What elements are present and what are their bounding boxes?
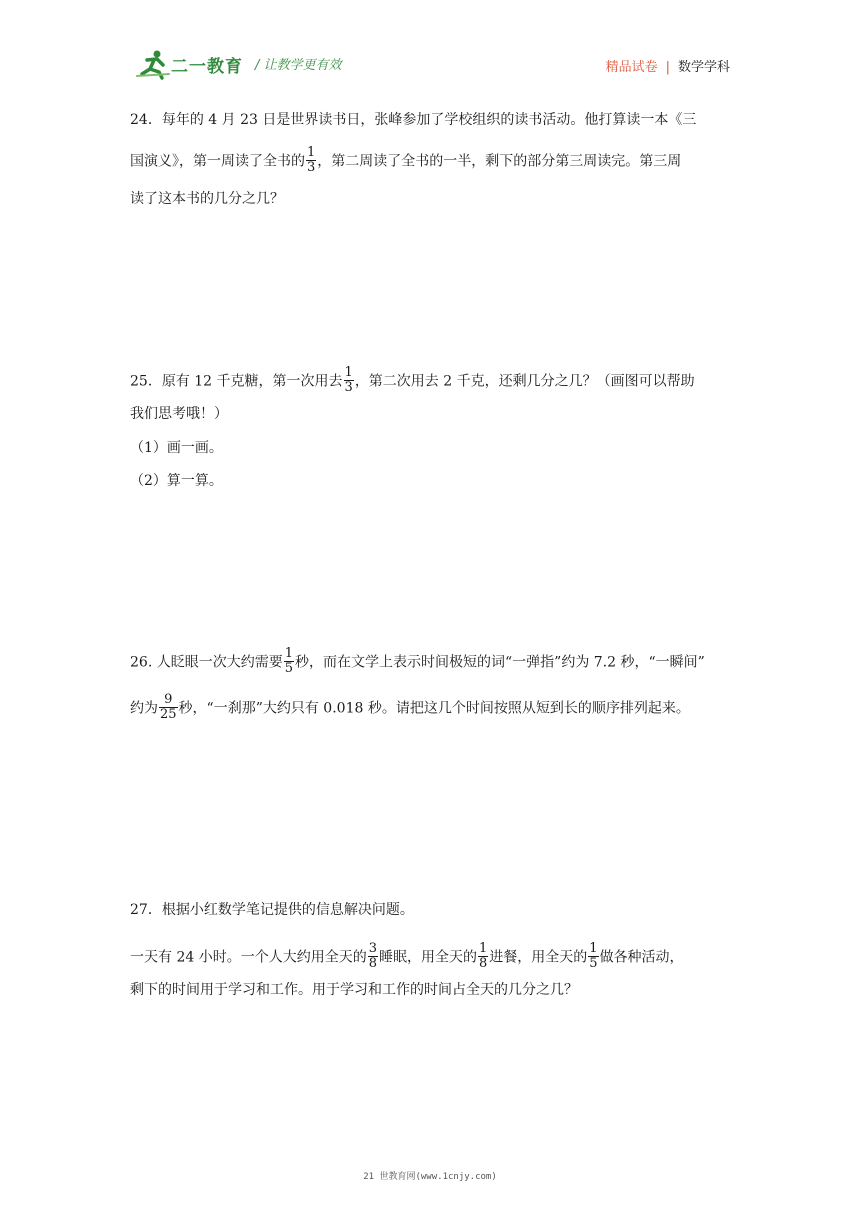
fraction-numerator: 1 [284,646,293,661]
logo [135,48,245,80]
fraction-numerator: 9 [159,693,178,708]
q25-line-2: 我们思考哦！） [130,406,228,422]
fraction-numerator: 3 [368,941,377,956]
q24-text-2b: ，第二周读了全书的一半，剩下的部分第三周读完。第三周 [317,153,682,170]
q26-text-2b: 秒，“一刹那”大约只有 0.018 秒。请把这几个时间按照从短到长的顺序排列起来。 [178,700,690,717]
header-tags [606,56,730,75]
fraction [284,647,294,676]
slogan: / 让教学更有效 [255,58,342,73]
q26-text-1a: 26. 人眨眼一次大约需要 [130,654,283,671]
q27-line-2 [130,943,684,972]
fraction-denominator: 8 [479,956,488,971]
tag-premium: 精品试卷 [605,60,658,75]
logo-text: 二一教育 [171,57,243,77]
fraction-denominator: 8 [368,956,377,971]
q27-text-2c: 进餐，用全天的 [489,949,588,966]
q24-line-1: 24．每年的 4 月 23 日是世界读书日，张峰参加了学校组织的读书活动。他打算读一本《三 [130,112,697,128]
fraction [588,942,598,971]
q27-line-3: 剩下的时间用于学习和工作。用于学习和工作的时间占全天的几分之几？ [130,982,578,998]
fraction-numerator: 1 [344,365,353,380]
q24-line-2 [130,147,681,176]
fraction-denominator: 5 [589,956,598,971]
q26-text-1b: 秒，而在文学上表示时间极短的词“一弹指”约为 7.2 秒，“一瞬间” [295,654,705,671]
q25-line-4: （2）算一算。 [130,473,223,489]
fraction [478,942,488,971]
fraction [159,693,178,722]
fraction [344,366,354,395]
q27-text-2a: 一天有 24 小时。一个人大约用全天的 [130,949,367,966]
fraction [368,942,378,971]
q27-line-1: 27．根据小红数学笔记提供的信息解决问题。 [130,902,414,918]
fraction-numerator: 1 [589,941,598,956]
tag-separator: | [665,60,670,75]
fraction-numerator: 1 [479,941,488,956]
fraction [306,146,316,175]
q26-line-2 [130,694,690,723]
fraction-denominator: 5 [284,661,293,676]
q26-line-1 [130,648,705,677]
fraction-denominator: 25 [160,707,177,722]
q25-line-3: （1）画一画。 [130,440,223,456]
fraction-denominator: 3 [344,380,353,395]
q27-text-2b: 睡眠，用全天的 [379,949,477,966]
page-header [135,48,730,80]
runner-logo-icon [135,48,171,80]
tag-subject: 数学学科 [677,60,730,75]
q25-text-1a: 25．原有 12 千克糖，第一次用去 [130,373,343,390]
fraction-denominator: 3 [307,160,316,175]
fraction-numerator: 1 [307,145,316,160]
page-footer: 21 世教育网(www.1cnjy.com) [363,1172,497,1182]
q24-text-2a: 国演义》，第一周读了全书的 [130,153,305,170]
q24-line-3: 读了这本书的几分之几？ [130,191,284,207]
q25-line-1 [130,367,695,396]
q26-text-2a: 约为 [130,700,158,717]
q27-text-2d: 做各种活动， [599,949,684,966]
q25-text-1b: ，第二次用去 2 千克，还剩几分之几？（画图可以帮助 [354,373,695,390]
